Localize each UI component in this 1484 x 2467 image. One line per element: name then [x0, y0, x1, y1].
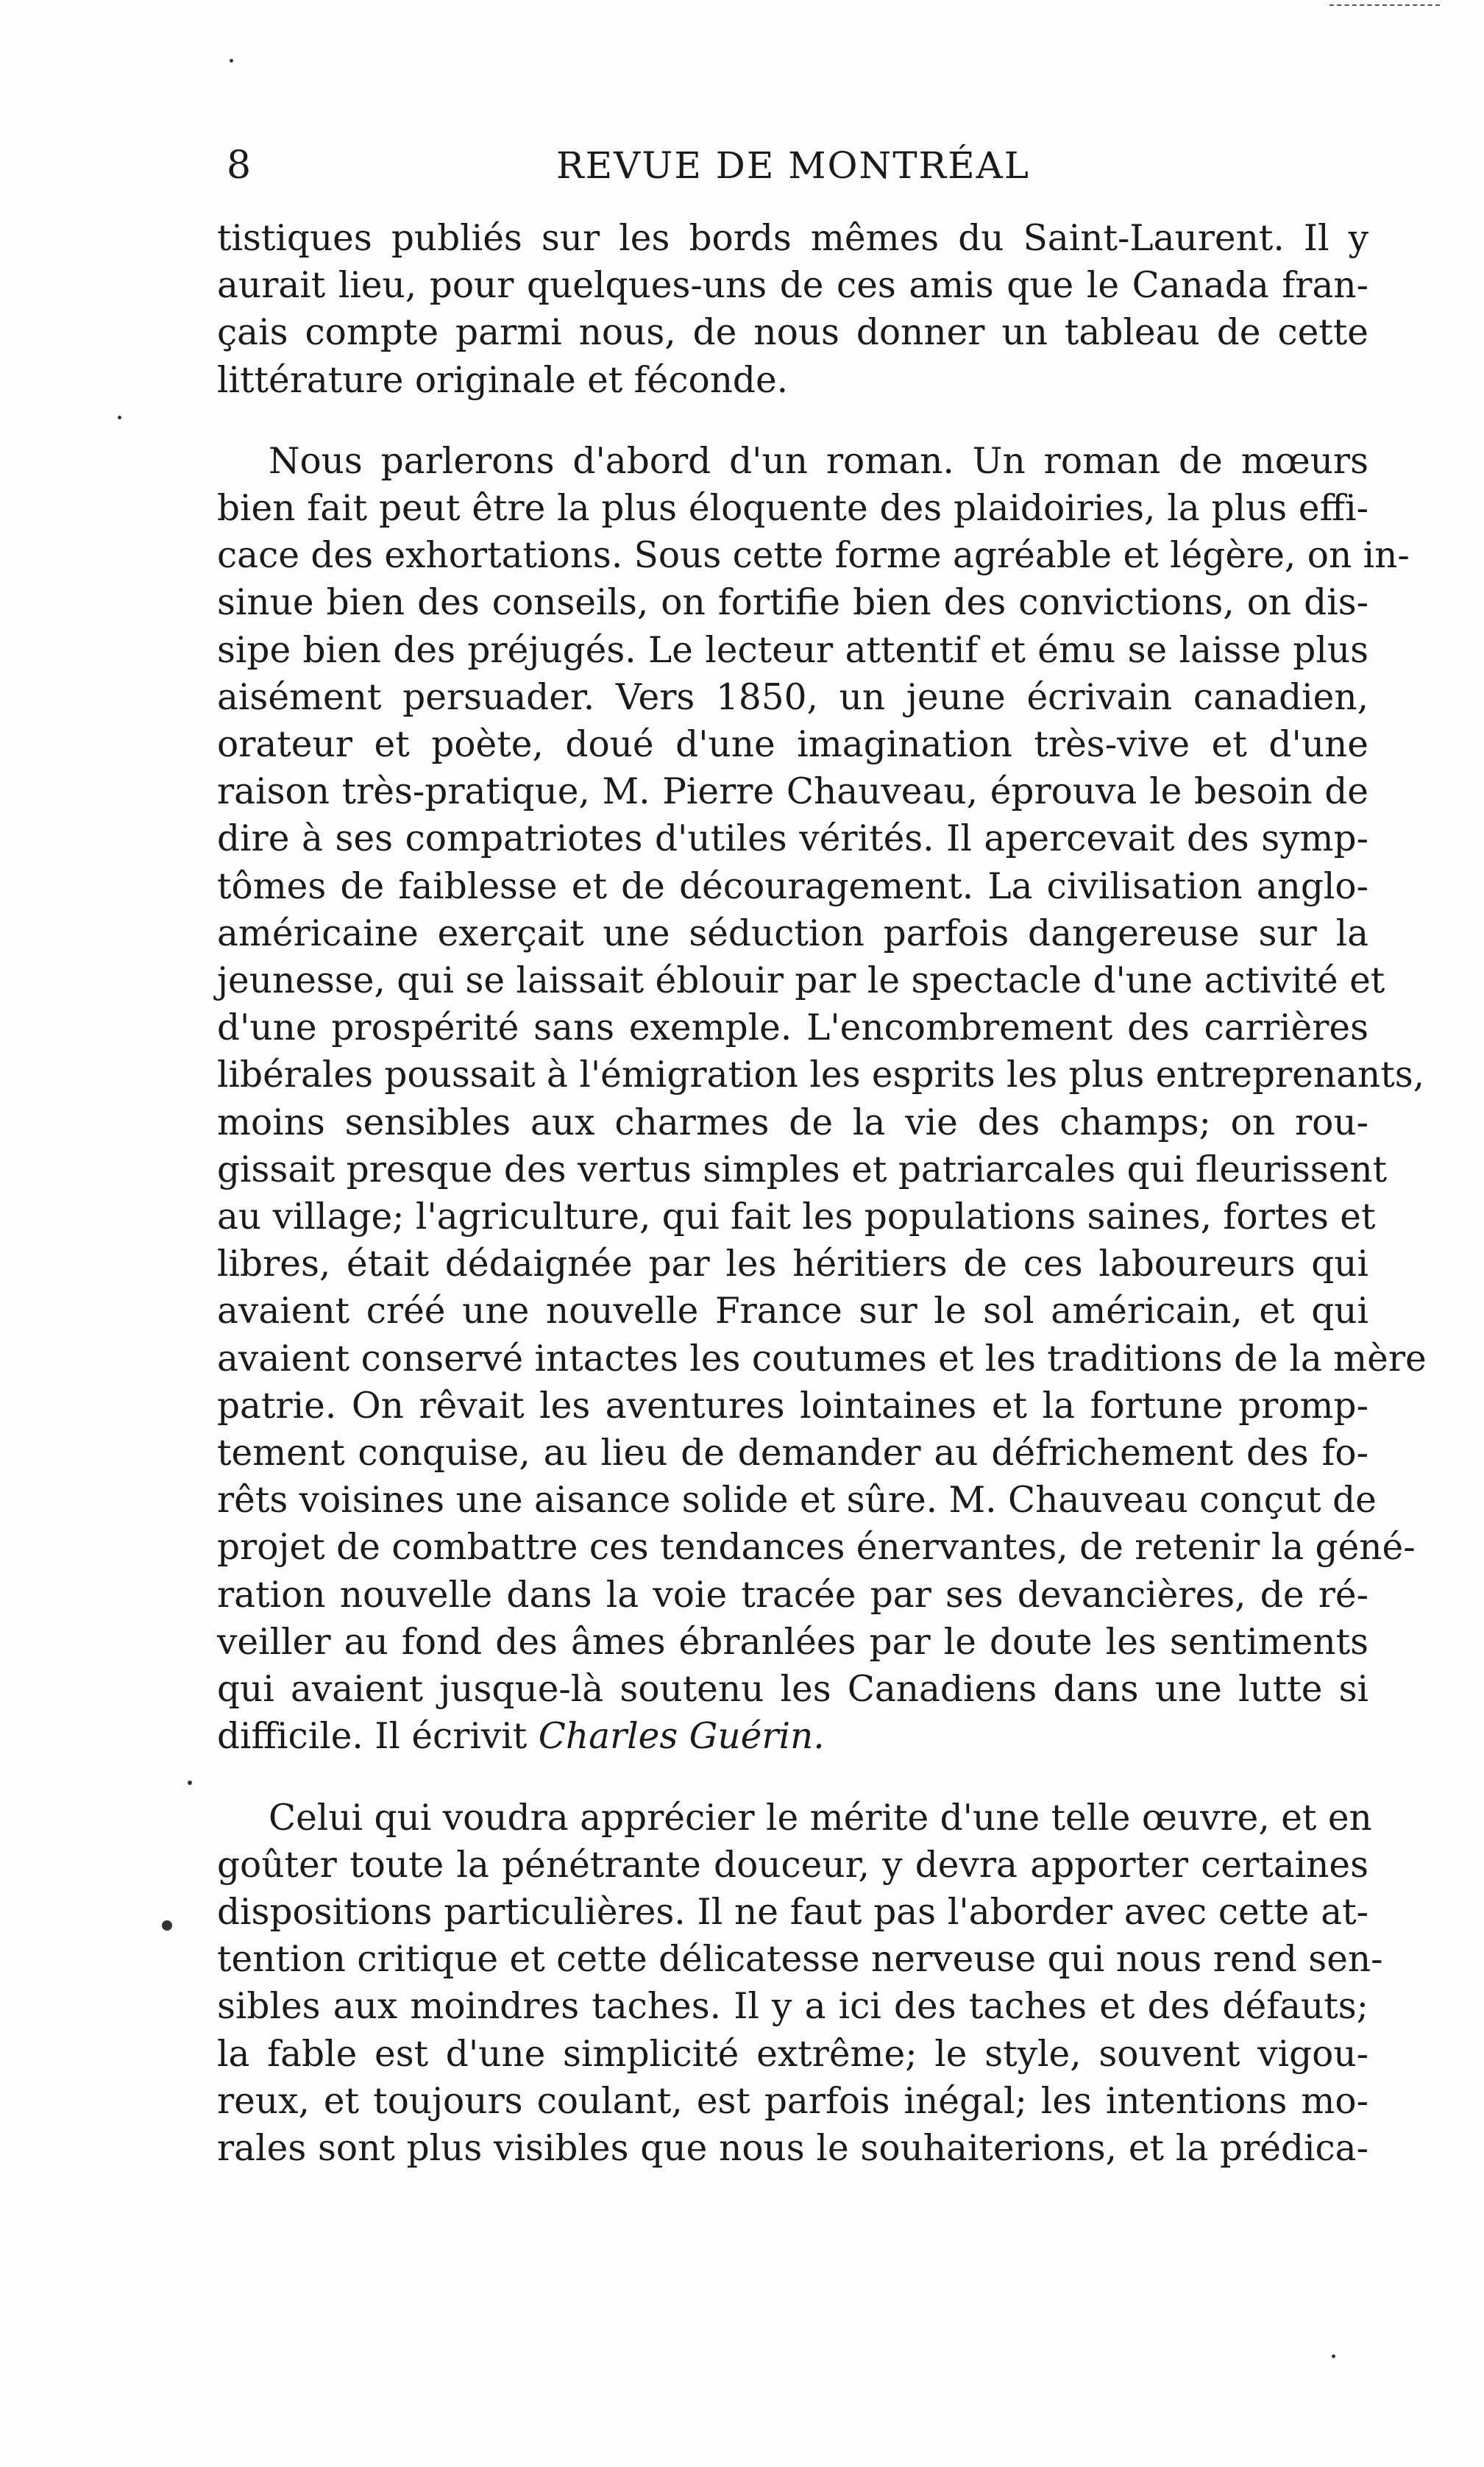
- text-line: tention critique et cette délicatesse nerveuse qui nous rend sen-: [217, 1939, 1383, 1981]
- text-line: sibles aux moindres taches. Il y a ici des taches et des défauts;: [217, 1986, 1368, 2028]
- margin-speck: [188, 1781, 192, 1785]
- text-line: projet de combattre ces tendances énervantes, de retenir la géné-: [217, 1527, 1416, 1569]
- text-line-last: [217, 1713, 1368, 1760]
- text-line: sipe bien des préjugés. Le lecteur attentif et ému se laisse plus: [217, 629, 1368, 671]
- running-title: REVUE DE MONTRÉAL: [555, 144, 1030, 187]
- book-title-italic: Charles Guérin.: [538, 1716, 825, 1758]
- text-line: au village; l'agriculture, qui fait les populations saines, fortes et: [217, 1196, 1376, 1238]
- text-line: d'une prospérité sans exemple. L'encombrement des carrières: [217, 1007, 1368, 1049]
- text-line: qui avaient jusque-là soutenu les Canadiens dans une lutte si: [217, 1669, 1368, 1711]
- text-line: avaient créé une nouvelle France sur le sol américain, et qui: [217, 1291, 1368, 1332]
- text-line: patrie. On rêvait les aventures lointaines et la fortune promp-: [217, 1385, 1368, 1427]
- paragraph-3: [217, 1795, 1383, 2173]
- text-line: reux, et toujours coulant, est parfois inégal; les intentions mo-: [217, 2080, 1368, 2122]
- text-line: ration nouvelle dans la voie tracée par ses devancières, de ré-: [217, 1574, 1368, 1616]
- text-line: avaient conservé intactes les coutumes et les traditions de la mère: [217, 1338, 1427, 1380]
- paragraph-1: [217, 215, 1368, 404]
- page-header: [227, 140, 1360, 191]
- margin-speck: [230, 59, 233, 63]
- margin-speck: [1332, 2354, 1335, 2358]
- text-line: Celui qui voudra apprécier le mérite d'une telle œuvre, et en: [269, 1797, 1372, 1839]
- margin-speck: [118, 416, 121, 419]
- text-line: aisément persuader. Vers 1850, un jeune écrivain canadien,: [217, 676, 1368, 718]
- text-line: cace des exhortations. Sous cette forme agréable et légère, on in-: [217, 535, 1410, 577]
- text-line: gissait presque des vertus simples et patriarcales qui fleurissent: [217, 1149, 1388, 1190]
- text-line: çais compte parmi nous, de nous donner un tableau de cette: [217, 312, 1368, 354]
- page-body: [217, 215, 1427, 2172]
- text-line: jeunesse, qui se laissait éblouir par le spectacle d'une activité et: [217, 960, 1385, 1002]
- margin-speck: [162, 1920, 172, 1931]
- text-line: goûter toute la pénétrante douceur, y devra apporter certaines: [217, 1844, 1368, 1886]
- text-line: raison très-pratique, M. Pierre Chauveau, éprouva le besoin de: [217, 771, 1368, 813]
- text-line: américaine exerçait une séduction parfois dangereuse sur la: [217, 912, 1368, 954]
- page-number: 8: [227, 143, 252, 188]
- text-line: tômes de faiblesse et de découragement. La civilisation anglo-: [217, 865, 1368, 907]
- text-line: libres, était dédaignée par les héritiers de ces laboureurs qui: [217, 1243, 1368, 1285]
- text-line: tement conquise, au lieu de demander au défrichement des fo-: [217, 1433, 1368, 1474]
- text-line: littérature originale et féconde.: [217, 359, 789, 401]
- text-line: rêts voisines une aisance solide et sûre. M. Chauveau conçut de: [217, 1480, 1377, 1522]
- text-line: bien fait peut être la plus éloquente des plaidoiries, la plus effi-: [217, 488, 1368, 530]
- text-line: dire à ses compatriotes d'utiles vérités. Il apercevait des symp-: [217, 818, 1368, 860]
- text-line: moins sensibles aux charmes de la vie des champs; on rou-: [217, 1101, 1368, 1143]
- text-line: sinue bien des conseils, on fortifie bien des convictions, on dis-: [217, 582, 1368, 624]
- text-line: orateur et poète, doué d'une imagination très-vive et d'une: [217, 724, 1368, 766]
- text-line: rales sont plus visibles que nous le souhaiterions, et la prédica-: [217, 2127, 1368, 2169]
- text-line: Nous parlerons d'abord d'un roman. Un roman de mœurs: [269, 440, 1368, 482]
- text-line: tistiques publiés sur les bords mêmes du Saint-Laurent. Il y: [217, 218, 1368, 259]
- text-line: aurait lieu, pour quelques-uns de ces amis que le Canada fran-: [217, 265, 1368, 307]
- text-line: libérales poussait à l'émigration les esprits les plus entreprenants,: [217, 1054, 1425, 1096]
- corner-scan-rule: [1329, 4, 1440, 7]
- paragraph-2: [217, 438, 1427, 1761]
- text-line: dispositions particulières. Il ne faut pas l'aborder avec cette at-: [217, 1891, 1368, 1933]
- text-line: la fable est d'une simplicité extrême; le style, souvent vigou-: [217, 2033, 1368, 2075]
- text-line-start: difficile. Il écrivit: [217, 1716, 528, 1758]
- text-line: veiller au fond des âmes ébranlées par le doute les sentiments: [217, 1621, 1368, 1663]
